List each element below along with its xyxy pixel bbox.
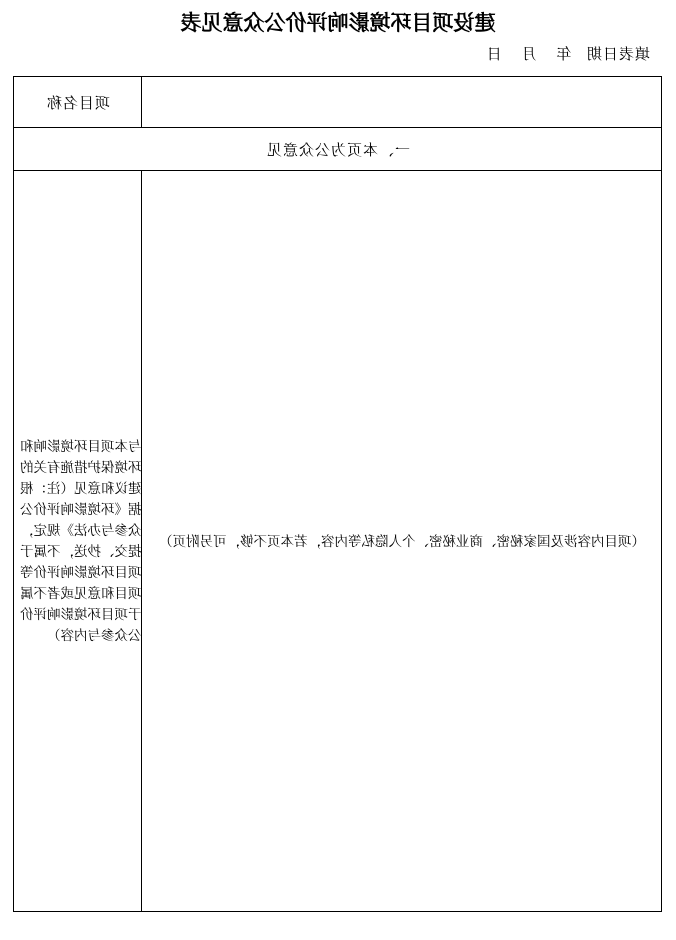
table-row-opinion-body (14, 171, 662, 912)
table-row-section-one (14, 128, 662, 171)
fill-date-units (472, 47, 572, 63)
table-row-project-name (14, 77, 662, 128)
section-one-title: 一、本页为公众意见 (14, 128, 662, 171)
opinion-prompt-cell (14, 171, 142, 912)
date-unit-day: 日 (485, 47, 502, 63)
opinion-answer-cell[interactable] (142, 171, 662, 912)
fill-date-label: 填表日期 (585, 47, 650, 63)
opinion-answer-hint: （项目内容涉及国家秘密、商业秘密、个人隐私等内容，若本页不够，可另附页） (159, 533, 645, 549)
date-unit-year: 年 (555, 47, 572, 63)
page-title: 建设项目环境影响评价公众意见表 (180, 11, 496, 35)
fill-date-line (0, 44, 650, 66)
date-unit-month: 月 (520, 47, 537, 63)
project-name-value-cell[interactable] (142, 77, 662, 128)
document-page (0, 8, 676, 940)
opinion-prompt-text: 与本项目环境影响和环境保护措施有关的建议和意见（注：根据《环境影响评价公众参与办法》规定，提交、抄送，不属于项目环境影响评价等项目和意见或者不属于项目环境影响评价公众参与内容） (20, 439, 142, 643)
project-name-label-cell: 项目名称 (14, 77, 142, 128)
opinion-form-table (14, 76, 663, 912)
